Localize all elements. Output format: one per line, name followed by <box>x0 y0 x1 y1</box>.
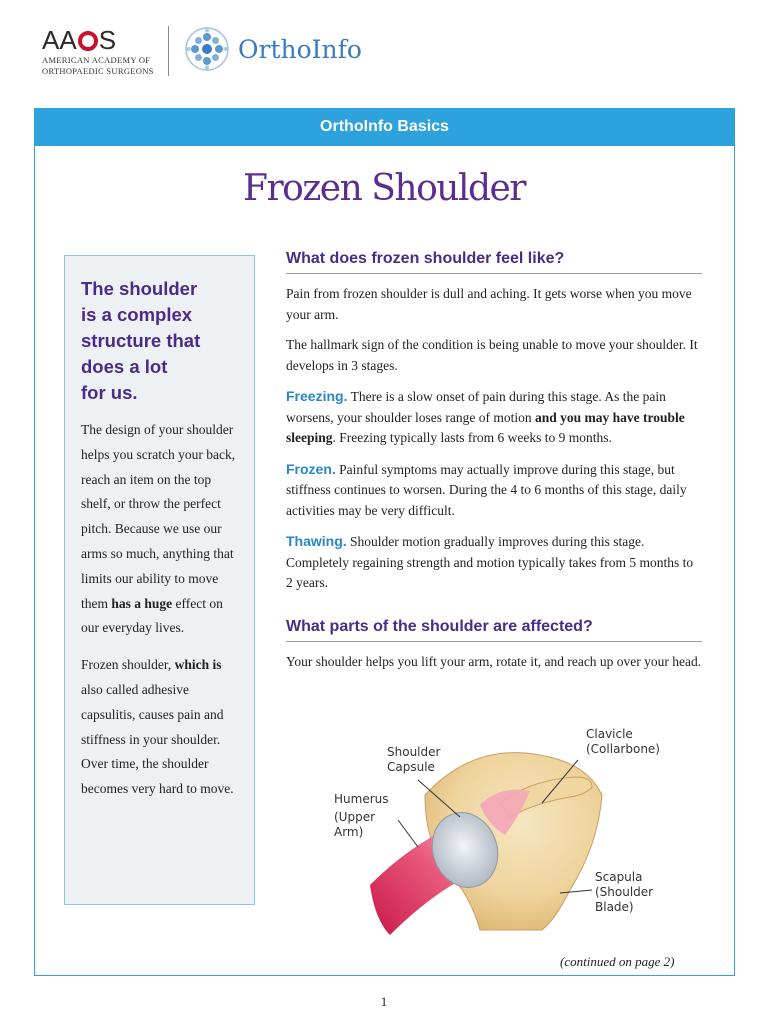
logo-divider <box>168 26 169 76</box>
label-scapula <box>595 870 653 915</box>
sidebar-heading-line: is a complex <box>81 304 193 325</box>
orthoinfo-logo <box>184 26 362 72</box>
section-heading-parts: What parts of the shoulder are affected? <box>286 618 702 642</box>
aaos-line1: AMERICAN ACADEMY OF <box>42 55 151 65</box>
label-line: Arm) <box>334 825 364 839</box>
aaos-line2: ORTHOPAEDIC SURGEONS <box>42 66 154 76</box>
stage-freezing <box>286 386 702 449</box>
stage-text: There is a slow onset of pain during this stage. As the pain worsens, your shoulder loses range of motion <box>286 389 666 425</box>
sidebar-heading-line: does a lot <box>81 356 168 377</box>
stage-label-frozen: Frozen. <box>286 460 336 477</box>
orthoinfo-globe-icon <box>184 26 230 72</box>
sidebar-bold-text: which is <box>174 657 222 673</box>
aaos-wordmark <box>42 26 152 54</box>
sidebar-box <box>64 255 255 905</box>
label-line: Clavicle <box>586 727 633 741</box>
sidebar-heading-line: structure that <box>81 330 201 351</box>
sidebar-heading-line: The shoulder <box>81 278 198 299</box>
sidebar-paragraph-design <box>81 418 244 641</box>
section-heading-feel: What does frozen shoulder feel like? <box>286 250 702 274</box>
label-line: Blade) <box>595 900 634 914</box>
sidebar-text: also called adhesive capsulitis, causes pain and stiffness in your shoulder. Over time, the shoulder becomes very hard to move. <box>81 681 234 797</box>
label-line: (Upper <box>334 810 376 824</box>
sidebar-text: Frozen shoulder, <box>81 657 175 673</box>
page-title: Frozen Shoulder <box>242 168 526 209</box>
label-line: Humerus <box>334 792 389 806</box>
stage-text: Shoulder motion gradually improves during this stage. Completely regaining strength and motion typically takes from 5 months to 2 years. <box>286 534 694 590</box>
stage-label-freezing: Freezing. <box>286 388 348 404</box>
sidebar-text: effect on our everyday lives. <box>81 595 223 636</box>
shoulder-anatomy-figure <box>330 725 710 940</box>
label-shoulder-capsule <box>387 745 440 775</box>
aaos-wordmark-right: S <box>98 25 117 55</box>
stage-bold-text: and you may have trouble sleeping <box>286 409 685 445</box>
page-header <box>0 0 768 100</box>
sidebar-heading-line: for us. <box>81 382 138 403</box>
stage-text: . Freezing typically lasts from 6 weeks to 9 months. <box>332 430 612 445</box>
section-banner: OrthoInfo Basics <box>34 108 735 146</box>
aaos-o-icon <box>78 31 98 51</box>
page-number: 1 <box>380 994 388 1009</box>
label-line: (Collarbone) <box>586 742 660 756</box>
paragraph-pain: Pain from frozen shoulder is dull and aching. It gets worse when you move your arm. <box>286 286 692 322</box>
sidebar-heading <box>81 276 244 406</box>
aaos-wordmark-left: AA <box>42 25 77 55</box>
label-line: (Shoulder <box>595 885 654 899</box>
aaos-logo <box>42 26 152 76</box>
orthoinfo-name: OrthoInfo <box>238 34 362 64</box>
main-column <box>286 250 702 672</box>
continued-note: (continued on page 2) <box>560 954 675 969</box>
label-line: Capsule <box>387 760 435 774</box>
paragraph-hallmark: The hallmark sign of the condition is being unable to move your shoulder. It develops in 3 stages. <box>286 337 698 373</box>
sidebar-bold-text: has a huge <box>111 595 173 611</box>
sidebar-text: The design of your shoulder helps you scratch your back, reach an item on the top shelf, or throw the perfect pitch. Because we use our arms so much, anything that limits our ability to move them <box>81 422 236 611</box>
paragraph-shoulder-function: Your shoulder helps you lift your arm, rotate it, and reach up over your head. <box>286 653 702 669</box>
stage-label-thawing: Thawing. <box>286 533 347 549</box>
stage-frozen <box>286 459 702 522</box>
stage-text: Painful symptoms may actually improve during this stage, but stiffness continues to worsen. During the 4 to 6 months of this stage, daily activities may be very difficult. <box>286 461 687 518</box>
stage-thawing <box>286 531 702 594</box>
label-line: Scapula <box>595 870 643 884</box>
label-line: Shoulder <box>387 745 441 759</box>
sidebar-paragraph-definition <box>81 653 244 802</box>
label-humerus <box>334 792 389 840</box>
label-clavicle <box>586 727 660 757</box>
